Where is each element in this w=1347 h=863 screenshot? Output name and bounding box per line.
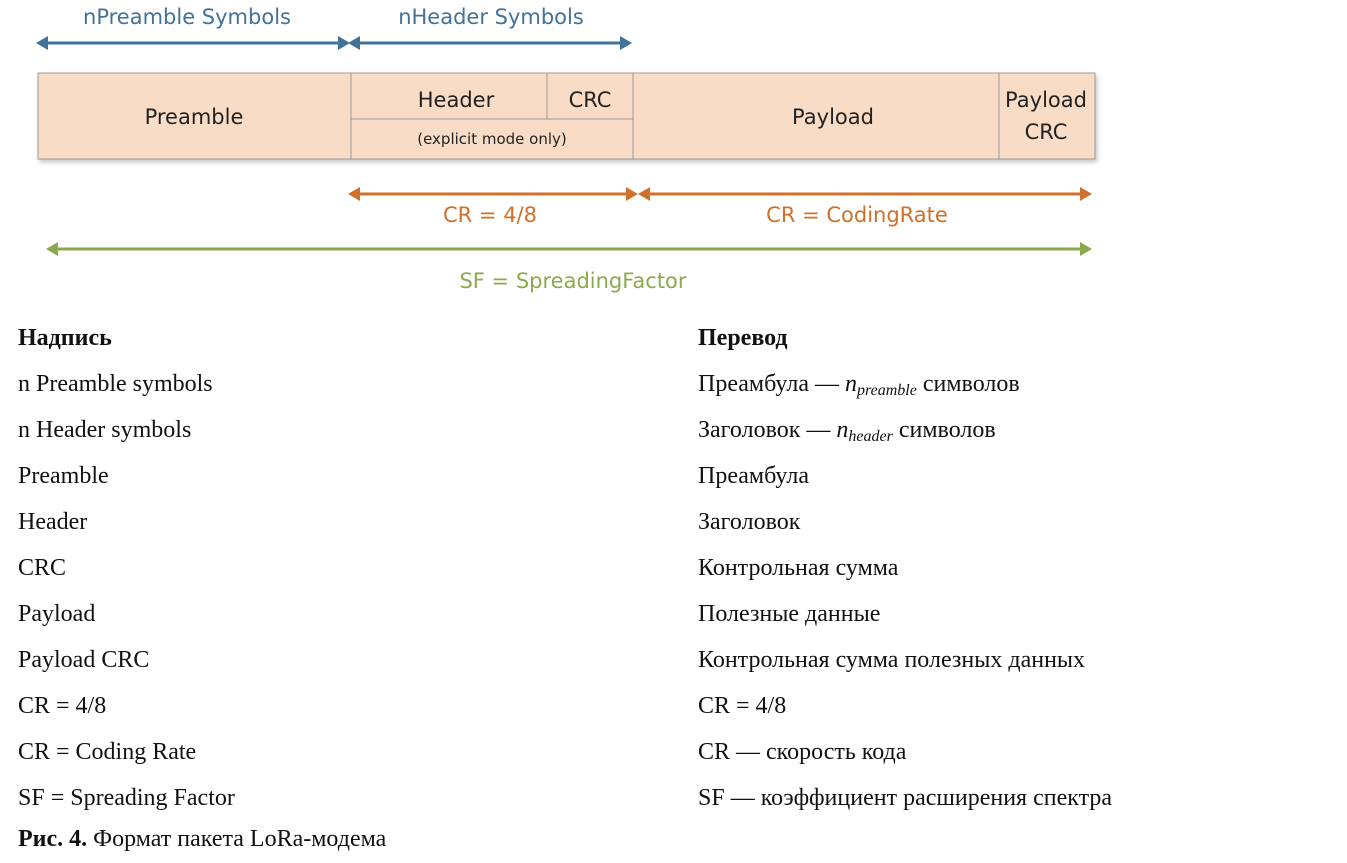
payload-crc-label-1: Payload — [1005, 88, 1087, 112]
table-row — [18, 361, 1318, 407]
cr-payload-arrow — [638, 187, 1092, 201]
table-header-row — [18, 315, 1318, 361]
table-row — [18, 683, 1318, 729]
cr-header-arrow — [348, 187, 638, 201]
row-label: n Preamble symbols — [18, 370, 213, 397]
variable-n: n — [845, 370, 857, 397]
sf-label: SF = SpreadingFactor — [459, 269, 687, 293]
payload-crc-box — [999, 73, 1095, 159]
table-row — [18, 545, 1318, 591]
row-translation: Контрольная сумма — [698, 554, 899, 581]
subscript: preamble — [857, 381, 917, 399]
row-translation: Контрольная сумма полезных данных — [698, 646, 1086, 673]
table-row — [18, 591, 1318, 637]
row-label: SF = Spreading Factor — [18, 784, 235, 811]
table-row — [18, 775, 1318, 821]
payload-box-label: Payload — [792, 105, 874, 129]
header-span-arrow — [348, 36, 632, 50]
row-label: CRC — [18, 554, 67, 581]
row-translation: Заголовок — [698, 508, 801, 535]
row-label: Preamble — [18, 462, 109, 489]
row-label: CR = 4/8 — [18, 692, 107, 719]
row-label: Payload — [18, 600, 96, 627]
table-row — [18, 407, 1318, 453]
table-row — [18, 453, 1318, 499]
row-label: n Header symbols — [18, 416, 192, 443]
table-row — [18, 637, 1318, 683]
nheader-symbols-label: nHeader Symbols — [398, 5, 584, 29]
column-header-label: Надпись — [18, 324, 112, 351]
row-translation: SF — коэффициент расширения спектра — [698, 784, 1112, 811]
subscript: header — [848, 427, 893, 445]
cr-header-label: CR = 4/8 — [443, 203, 537, 227]
npreamble-symbols-label: nPreamble Symbols — [83, 5, 291, 29]
table-row — [18, 499, 1318, 545]
row-label: Header — [18, 508, 88, 535]
translation-table — [18, 315, 1318, 821]
row-translation: Полезные данные — [698, 600, 881, 627]
row-label: Payload CRC — [18, 646, 150, 673]
explicit-mode-label: (explicit mode only) — [417, 130, 567, 148]
column-header-translation: Перевод — [698, 324, 788, 351]
header-box-label: Header — [417, 88, 495, 112]
row-translation: Преамбула — npreamble символов — [698, 370, 1020, 399]
row-label: CR = Coding Rate — [18, 738, 197, 765]
sf-span-arrow — [46, 242, 1092, 256]
preamble-span-arrow — [36, 36, 350, 50]
figure-caption-prefix: Рис. 4. — [18, 826, 88, 852]
row-translation: CR — скорость кода — [698, 738, 907, 765]
cr-payload-label: CR = CodingRate — [766, 203, 948, 227]
figure-caption — [18, 826, 386, 853]
packet-format-diagram — [0, 0, 1347, 300]
row-translation: CR = 4/8 — [698, 692, 787, 719]
row-translation: Заголовок — nheader символов — [698, 416, 996, 445]
payload-crc-label-2: CRC — [1024, 120, 1068, 144]
variable-n: n — [836, 416, 849, 443]
row-translation: Преамбула — [698, 462, 809, 489]
header-crc-label: CRC — [568, 88, 612, 112]
figure-caption-text: Формат пакета LoRa-модема — [87, 826, 387, 852]
preamble-box-label: Preamble — [144, 105, 244, 129]
table-row — [18, 729, 1318, 775]
